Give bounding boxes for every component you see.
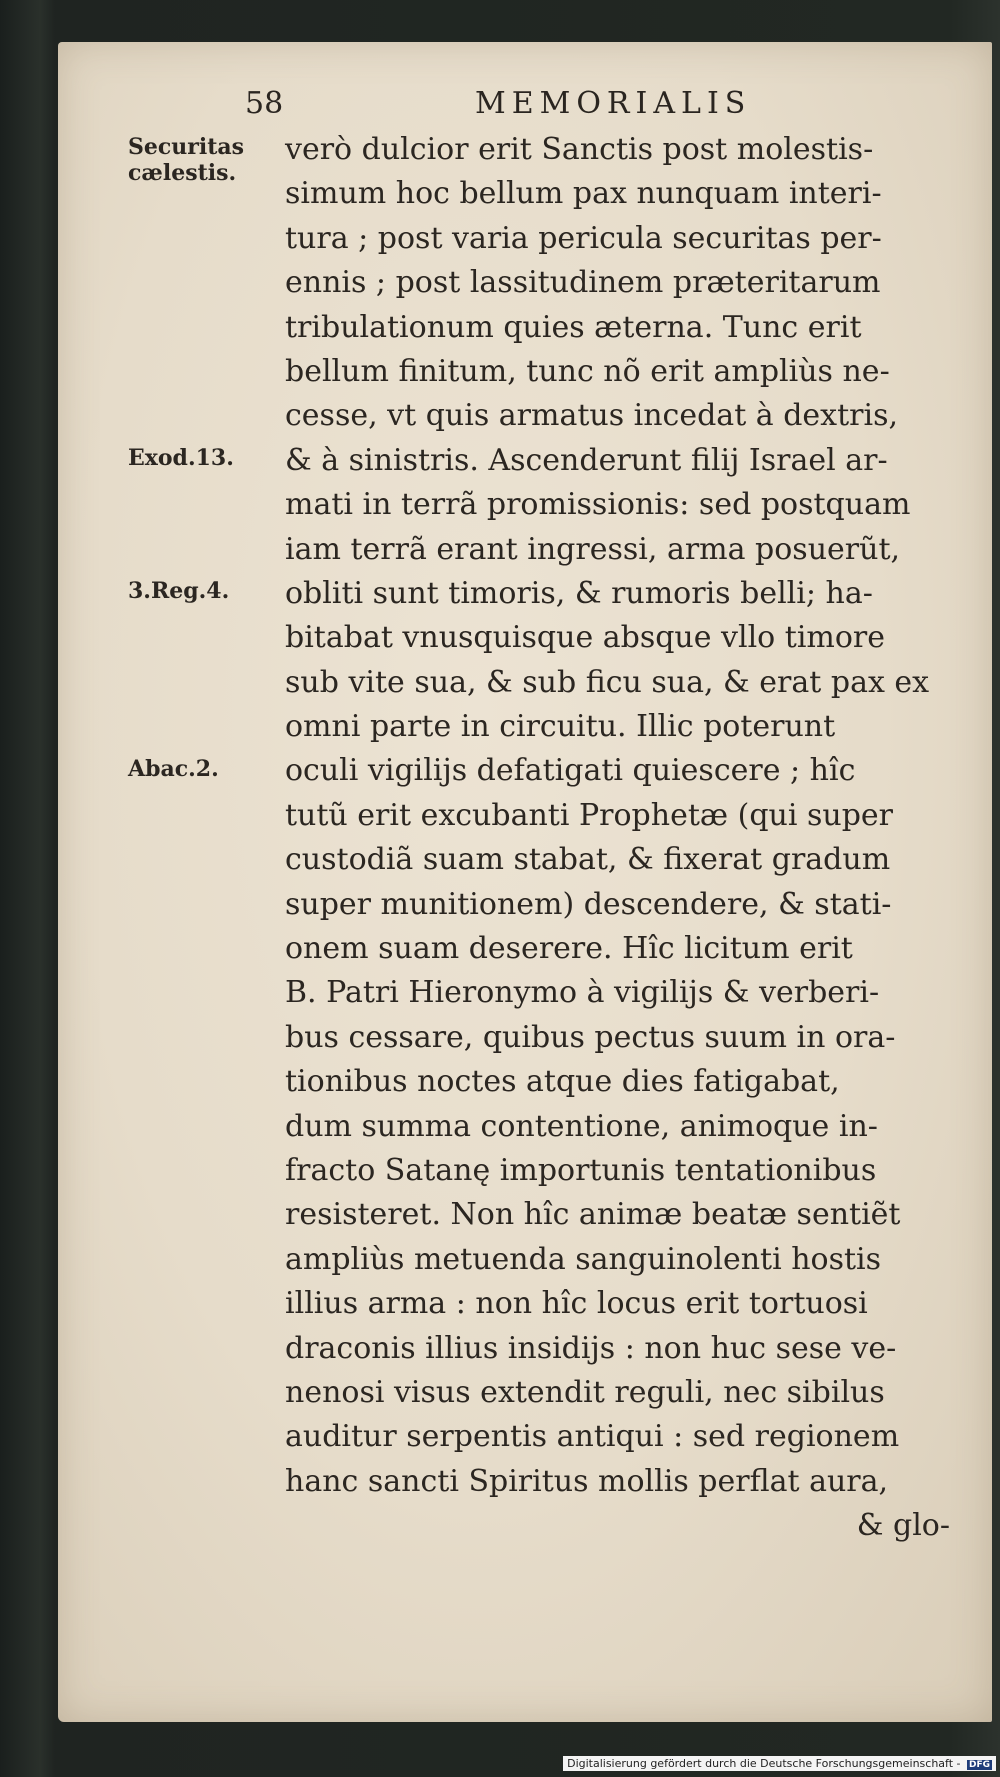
text-line: tura ; post varia pericula securitas per- [285, 220, 882, 256]
text-line: cesse, vt quis armatus incedat à dextris, [285, 398, 899, 434]
text-line: ennis ; post lassitudinem præteritarum [285, 265, 881, 301]
text-line: obliti sunt timoris, & rumoris belli; ha- [285, 575, 873, 611]
margin-note: Exod.13. [128, 444, 234, 471]
text-line: tribulationum quies æterna. Tunc erit [285, 309, 862, 345]
catchword: & glo- [856, 1508, 950, 1544]
text-line: mati in terrã promissionis: sed postquam [285, 487, 911, 523]
text-line: nenosi visus extendit reguli, nec sibilus [285, 1374, 885, 1410]
text-line: oculi vigilijs defatigati quiescere ; hîc [285, 753, 856, 789]
page-number: 58 [245, 86, 284, 121]
text-line: verò dulcior erit Sanctis post molestis- [285, 132, 874, 167]
text-line: iam terrã erant ingressi, arma posuerũt, [285, 531, 901, 567]
text-line: & à sinistris. Ascenderunt filij Israel ar- [285, 442, 888, 478]
text-line: resisteret. Non hîc animæ beatæ sentiẽt [285, 1197, 901, 1233]
margin-note: Securitas cælestis. [128, 134, 245, 186]
text-line: ampliùs metuenda sanguinolenti hostis [285, 1241, 882, 1277]
text-line: draconis illius insidijs : non huc sese ve- [285, 1330, 897, 1366]
body-text [285, 128, 950, 1549]
text-line: hanc sancti Spiritus mollis perflat aura, [285, 1463, 889, 1499]
credit-text: Digitalisierung gefördert durch die Deutsche Forschungsgemeinschaft - [567, 1757, 961, 1770]
text-line: dum summa contentione, animoque in- [285, 1108, 878, 1144]
digitization-credit [563, 1756, 996, 1771]
text-line: omni parte in circuitu. Illic poterunt [285, 709, 836, 745]
text-line: B. Patri Hieronymo à vigilijs & verberi- [285, 975, 880, 1011]
text-line: bus cessare, quibus pectus suum in ora- [285, 1019, 896, 1055]
text-line: bellum finitum, tunc nõ erit ampliùs ne- [285, 353, 890, 389]
text-line: super munitionem) descendere, & stati- [285, 886, 892, 922]
text-line: sub vite sua, & sub ficu sua, & erat pax ex [285, 664, 930, 700]
margin-note: Abac.2. [128, 755, 219, 782]
page-header [245, 86, 805, 126]
text-line: illius arma : non hîc locus erit tortuosi [285, 1286, 868, 1322]
text-line: auditur serpentis antiqui : sed regionem [285, 1419, 900, 1455]
text-line: bitabat vnusquisque absque vllo timore [285, 620, 886, 656]
text-line: fracto Satanę importunis tentationibus [285, 1152, 877, 1188]
margin-note: 3.Reg.4. [128, 578, 230, 604]
running-head: MEMORIALIS [475, 86, 752, 121]
text-line: tionibus noctes atque dies fatigabat, [285, 1064, 840, 1100]
text-line: onem suam deserere. Hîc licitum erit [285, 931, 853, 967]
text-line: tutũ erit excubanti Prophetæ (qui super [285, 797, 893, 833]
dfg-logo: DFG [968, 1760, 990, 1770]
text-line: custodiã suam stabat, & fixerat gradum [285, 842, 891, 878]
text-line: simum hoc bellum pax nunquam interi- [285, 176, 882, 212]
